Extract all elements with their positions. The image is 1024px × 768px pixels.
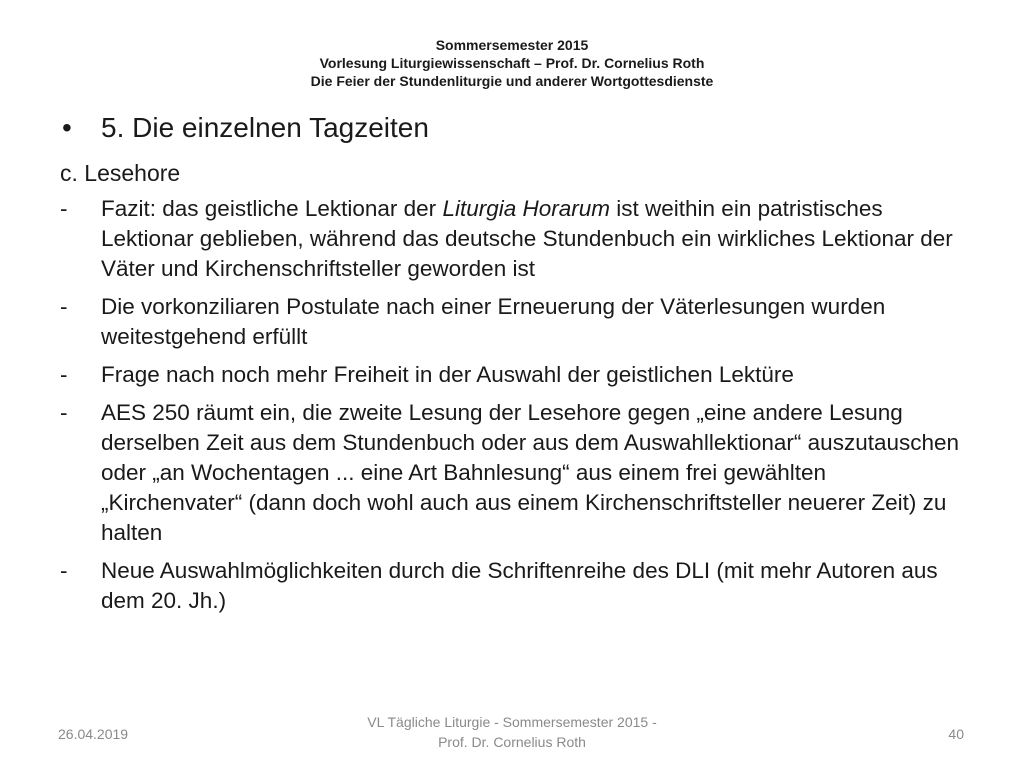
footer-date: 26.04.2019 [58, 726, 129, 742]
main-bullet [60, 110, 965, 146]
header-semester: Sommersemester 2015 [435, 37, 589, 53]
footer-title: VL Tägliche Liturgie - Sommersemester 2015 - Prof. Dr. Cornelius Roth [367, 714, 657, 750]
page-number: 40 [948, 726, 964, 742]
list-item [60, 556, 965, 616]
list-item [60, 398, 965, 548]
dash-bullet-icon: - [60, 362, 68, 387]
list-item [60, 194, 965, 284]
slide-header [40, 36, 984, 90]
dash-bullet-icon: - [60, 294, 68, 319]
header-topic: Die Feier der Stundenliturgie und anderer Wortgottesdienste [310, 73, 714, 89]
italic-term: Liturgia Horarum [442, 196, 611, 221]
dash-bullet-icon: - [60, 400, 68, 425]
list-item-text: Neue Auswahlmöglichkeiten durch die Schriftenreihe des DLI (mit mehr Autoren aus dem 20. Jh.) [101, 558, 938, 613]
dash-bullet-icon: - [60, 558, 68, 583]
list-item-text-part: ist weithin ein patristisches Lektionar geblieben, während das deutsche Stundenbuch ein wirkliches Lektionar der Väter und Kirchenschriftsteller geworden ist [101, 196, 953, 281]
main-bullet-text: 5. Die einzelnen Tagzeiten [101, 112, 429, 143]
slide-content [60, 110, 965, 624]
dash-list [60, 194, 965, 616]
bullet-dot-icon: • [62, 112, 72, 143]
list-item [60, 292, 965, 352]
list-item-text: Frage nach noch mehr Freiheit in der Auswahl der geistlichen Lektüre [101, 362, 794, 387]
list-item-text: Die vorkonziliaren Postulate nach einer Erneuerung der Väterlesungen wurden weitestgehend erfüllt [101, 294, 886, 349]
list-item-text [101, 196, 953, 281]
header-lecture: Vorlesung Liturgiewissenschaft – Prof. Dr. Cornelius Roth [319, 55, 705, 71]
section-subheading: c. Lesehore [60, 160, 181, 186]
list-item-text-part: Fazit: das geistliche Lektionar der [101, 196, 443, 221]
dash-bullet-icon: - [60, 196, 68, 221]
list-item [60, 360, 965, 390]
list-item-text: AES 250 räumt ein, die zweite Lesung der Lesehore gegen „eine andere Lesung derselben Zeit aus dem Stundenbuch oder aus dem Auswahllektionar“ auszutauschen oder „an Wochentagen ... eine Art Bahnlesung“ aus einem frei gewählten „Kirchenvater“ (dann doch wohl auch aus einem Kirchenschriftsteller neuerer Zeit) zu halten [101, 400, 960, 545]
